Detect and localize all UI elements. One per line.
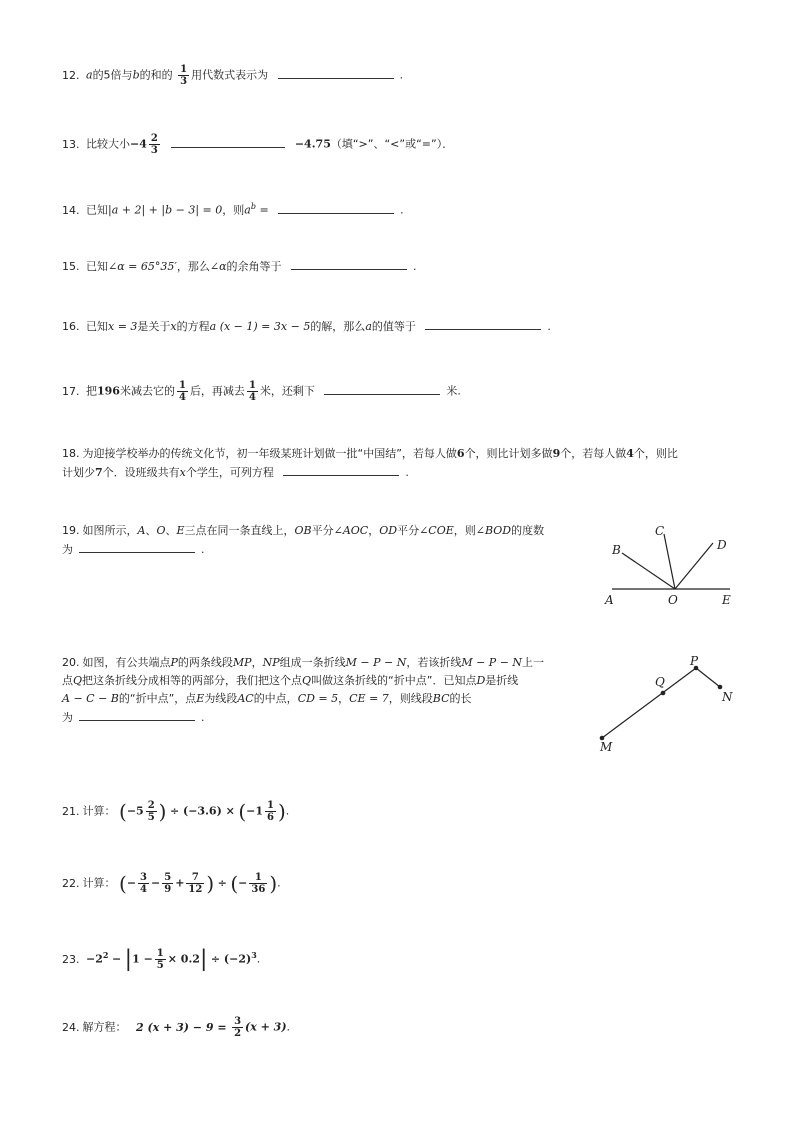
question-14: 14. 已知|a + 2| + |b − 3| = 0，则$a^b$ = .	[62, 202, 404, 217]
answer-blank[interactable]	[278, 201, 394, 214]
label-C: C	[655, 524, 665, 538]
point-Q	[661, 691, 666, 696]
fraction: $\frac{3}{4}$	[140, 872, 147, 895]
label-N: N	[722, 690, 733, 704]
segment-PN	[696, 668, 720, 687]
label-E: E	[722, 593, 731, 607]
answer-blank[interactable]	[79, 540, 195, 553]
question-16: 16. 已知x = 3是关于x的方程a (x − 1) = 3x − 5的解，那么a的值等于 .	[62, 317, 551, 336]
answer-blank[interactable]	[291, 257, 407, 270]
question-23: 23. $-2^2 - |1$ − $\frac{1}{5}$ × $0.2| \div (-2)^3$.	[62, 946, 261, 972]
fraction: $\frac{1}{4}$	[248, 380, 256, 403]
question-17: 17. 把196米减去它的 $\frac{1}{4}$ 后，再减去 $\frac{1}{4}$ 米，还剩下 米.	[62, 380, 461, 403]
answer-blank[interactable]	[79, 708, 195, 721]
fraction: $\frac{7}{12}$	[188, 872, 203, 895]
point-N	[718, 685, 723, 690]
answer-blank[interactable]	[324, 382, 440, 395]
label-Q: Q	[655, 675, 665, 689]
ray-OD	[675, 543, 713, 589]
label-P: P	[690, 654, 699, 668]
label-M: M	[600, 740, 613, 754]
question-21: 21. 计算： (−5 $\frac{2}{5}$ ) ÷ (−3.6) × (−1 $\frac{1}{6}$ ).	[62, 799, 290, 824]
fraction: $\frac{2}{5}$	[147, 800, 155, 823]
figure-20-broken-line	[595, 654, 740, 754]
figure-19-angles	[600, 518, 740, 610]
question-number: 12.	[62, 68, 80, 82]
question-13: 13. 比较大小−4 $\frac{2}{3}$ −4.75（填“>”、“<”或“=”）．	[62, 133, 454, 156]
fraction: $\frac{1}{3}$	[180, 64, 188, 87]
answer-blank[interactable]	[171, 135, 285, 148]
question-15: 15. 已知∠α = 65°35′，那么∠α的余角等于 .	[62, 257, 417, 276]
question-22: 22. 计算： (− $\frac{3}{4}$ − $\frac{5}{9}$ + $\frac{7}{12}$ ) ÷ (− $\frac{1}{36}$ ).	[62, 871, 281, 896]
question-20: 20. 如图，有公共端点P的两条线段MP，NP组成一条折线M − P − N，若该折线M − P − N上一 点Q把这条折线分成相等的两部分，我们把这个点Q叫做这条折线的“折中点”．已知点D是折线 A − C − B的“折中点”，点E为线段AC的中点，CD = 5，CE = 7，则线段BC的长 为 .	[62, 656, 545, 724]
fraction: $\frac{2}{3}$	[150, 133, 158, 156]
label-B: B	[612, 543, 621, 557]
segment-MP	[602, 668, 696, 738]
fraction: $\frac{1}{6}$	[267, 800, 274, 823]
fraction: $\frac{3}{2}$	[234, 1016, 242, 1039]
fraction: $\frac{5}{9}$	[164, 872, 172, 895]
question-18: 18. 为迎接学校举办的传统文化节，初一年级某班计划做一批“中国结”，若每人做6个，则比计划多做9个，若每人做4个，则比 计划少7个．设班级共有x个学生，可列方程 .	[62, 447, 678, 479]
label-D: D	[717, 538, 727, 552]
answer-blank[interactable]	[283, 463, 399, 476]
question-24: 24. 解方程： 2 (x + 3) − 9 = $\frac{3}{2}$ (x + 3).	[62, 1016, 291, 1039]
label-A: A	[605, 593, 614, 607]
fraction: $\frac{1}{36}$	[251, 872, 266, 895]
label-O: O	[668, 593, 678, 607]
answer-blank[interactable]	[425, 317, 541, 330]
fraction: $\frac{1}{5}$	[156, 948, 164, 972]
question-12: 12. a的5倍与b的和的 $\frac{1}{3}$ 用代数式表示为 .	[62, 64, 404, 87]
question-19: 19. 如图所示，A、O、E三点在同一条直线上，OB平分∠AOC，OD平分∠COE，则∠BOD的度数 为 .	[62, 524, 545, 556]
answer-blank[interactable]	[278, 66, 394, 79]
fraction: $\frac{1}{4}$	[178, 380, 186, 403]
ray-OC	[664, 534, 675, 589]
ray-OB	[622, 553, 675, 589]
